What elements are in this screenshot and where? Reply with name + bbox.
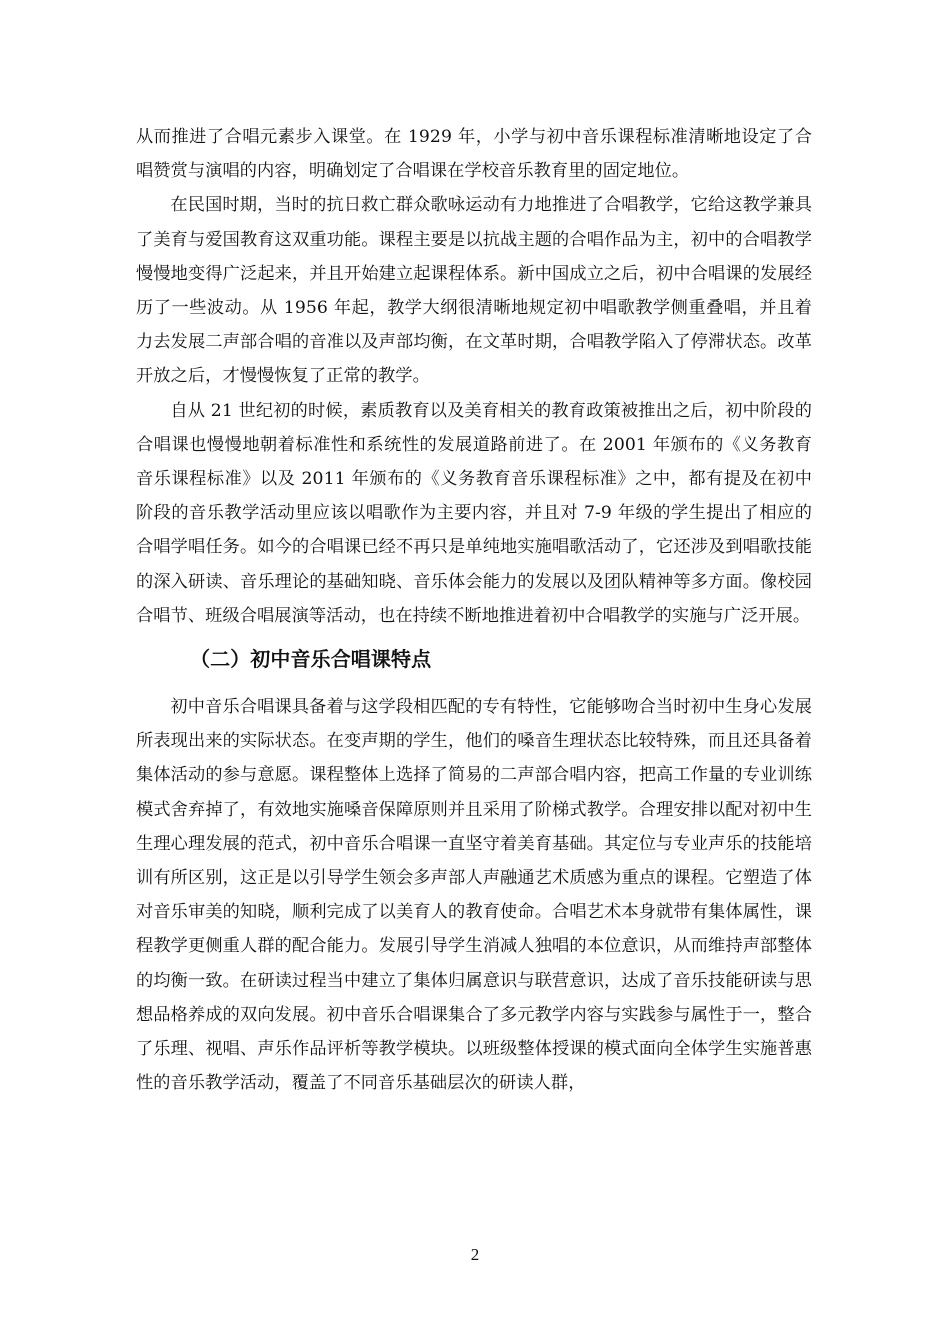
paragraph-21st-century: 自从 21 世纪初的时候，素质教育以及美育相关的教育政策被推出之后，初中阶段的合唱课也慢慢地朝着标准性和系统性的发展道路前进了。在 2001 年颁布的《义务教育音乐课程标准》以及 2011 年颁布的《义务教育音乐课程标准》之中，都有提及在初中阶段的音乐教学活动里应该以唱歌作为主要内容，并且对 7-9 年级的学生提出了相应的合唱学唱任务。如今的合唱课已经不再只是单纯地实施唱歌活动了，它还涉及到唱歌技能的深入研读、音乐理论的基础知晓、音乐体会能力的发展以及团队精神等多方面。像校园合唱节、班级合唱展演等活动，也在持续不断地推进着初中合唱教学的实施与广泛开展。 <box>136 400 812 626</box>
paragraph-continuation: 从而推进了合唱元素步入课堂。在 1929 年，小学与初中音乐课程标准清晰地设定了合唱赞赏与演唱的内容，明确划定了合唱课在学校音乐教育里的固定地位。 <box>136 127 812 182</box>
body-text <box>136 120 812 1100</box>
paragraph-republic-era: 在民国时期，当时的抗日救亡群众歌咏运动有力地推进了合唱教学，它给这教学兼具了美育与爱国教育这双重功能。课程主要是以抗战主题的合唱作品为主，初中的合唱教学慢慢地变得广泛起来，并且开始建立起课程体系。新中国成立之后，初中合唱课的发展经历了一些波动。从 1956 年起，教学大纲很清晰地规定初中唱歌教学侧重叠唱，并且着力去发展二声部合唱的音准以及声部均衡，在文革时期，合唱教学陷入了停滞状态。改革开放之后，才慢慢恢复了正常的教学。 <box>136 195 812 387</box>
paragraph-characteristics: 初中音乐合唱课具备着与这学段相匹配的专有特性，它能够吻合当时初中生身心发展所表现出来的实际状态。在变声期的学生，他们的嗓音生理状态比较特殊，而且还具备着集体活动的参与意愿。课程整体上选择了简易的二声部合唱内容，把高工作量的专业训练模式舍弃掉了，有效地实施嗓音保障原则并且采用了阶梯式教学。合理安排以配对初中生生理心理发展的范式，初中音乐合唱课一直坚守着美育基础。其定位与专业声乐的技能培训有所区别，这正是以引导学生领会多声部人声融通艺术质感为重点的课程。它塑造了体对音乐审美的知晓，顺利完成了以美育人的教育使命。合唱艺术本身就带有集体属性，课程教学更侧重人群的配合能力。发展引导学生消减人独唱的本位意识，从而维持声部整体的均衡一致。在研读过程当中建立了集体归属意识与联营意识，达成了音乐技能研读与思想品格养成的双向发展。初中音乐合唱课集合了多元教学内容与实践参与属性于一，整合了乐理、视唱、声乐作品评析等教学模块。以班级整体授课的模式面向全体学生实施普惠性的音乐教学活动，覆盖了不同音乐基础层次的研读人群， <box>136 697 812 1094</box>
section-heading: （二）初中音乐合唱课特点 <box>190 647 432 672</box>
page-number: 2 <box>470 1245 480 1264</box>
